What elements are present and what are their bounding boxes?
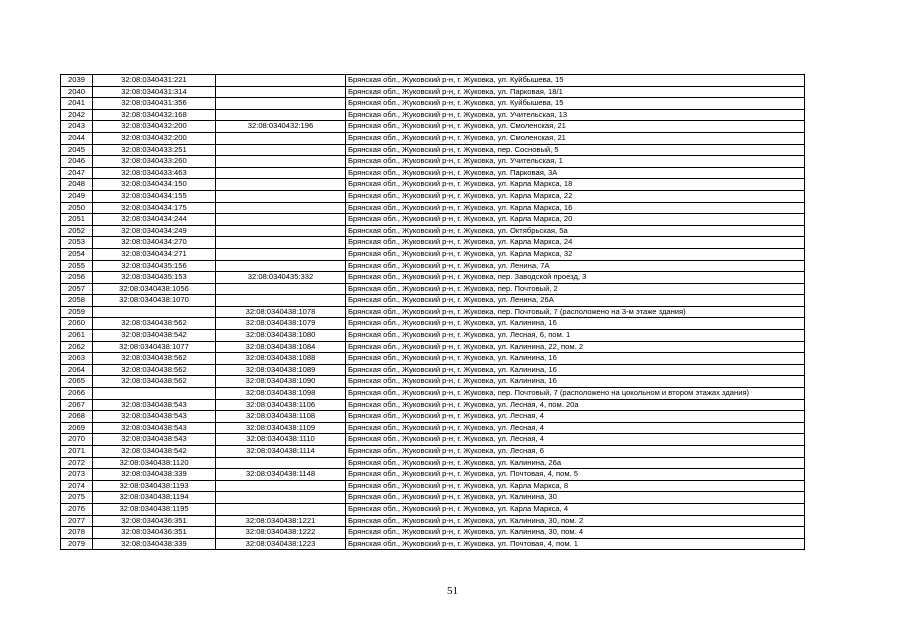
row-number-cell: 2041 bbox=[61, 98, 93, 110]
cadastral-number-cell: 32:08:0340438:543 bbox=[93, 399, 216, 411]
cadastral-number-cell: 32:08:0340438:1077 bbox=[93, 341, 216, 353]
row-number-cell: 2072 bbox=[61, 457, 93, 469]
cadastral-number-cell: 32:08:0340436:351 bbox=[93, 515, 216, 527]
cadastral-number-cell: 32:08:0340438:542 bbox=[93, 446, 216, 458]
cadastral-number-cell: 32:08:0340433:260 bbox=[93, 156, 216, 168]
object-cadastral-number-cell bbox=[216, 98, 346, 110]
address-cell: Брянская обл., Жуковский р-н, г. Жуковка, пер. Заводской проезд, 3 bbox=[346, 272, 805, 284]
table-row bbox=[61, 225, 805, 237]
cadastral-number-cell: 32:08:0340434:175 bbox=[93, 202, 216, 214]
row-number-cell: 2071 bbox=[61, 446, 93, 458]
cadastral-number-cell: 32:08:0340434:155 bbox=[93, 190, 216, 202]
object-cadastral-number-cell bbox=[216, 457, 346, 469]
table-row bbox=[61, 492, 805, 504]
row-number-cell: 2063 bbox=[61, 353, 93, 365]
cadastral-number-cell: 32:08:0340432:168 bbox=[93, 109, 216, 121]
object-cadastral-number-cell: 32:08:0340438:1084 bbox=[216, 341, 346, 353]
table-row bbox=[61, 306, 805, 318]
row-number-cell: 2065 bbox=[61, 376, 93, 388]
address-cell: Брянская обл., Жуковский р-н, г. Жуковка, ул. Карла Маркса, 18 bbox=[346, 179, 805, 191]
object-cadastral-number-cell: 32:08:0340438:1078 bbox=[216, 306, 346, 318]
cadastral-number-cell: 32:08:0340438:562 bbox=[93, 364, 216, 376]
object-cadastral-number-cell: 32:08:0340438:1222 bbox=[216, 527, 346, 539]
object-cadastral-number-cell: 32:08:0340435:332 bbox=[216, 272, 346, 284]
address-cell: Брянская обл., Жуковский р-н, г. Жуковка, ул. Учительская, 13 bbox=[346, 109, 805, 121]
address-cell: Брянская обл., Жуковский р-н, г. Жуковка, ул. Калинина, 16 bbox=[346, 318, 805, 330]
address-cell: Брянская обл., Жуковский р-н, г. Жуковка, пер. Почтовый, 7 (расположено на цокольном и втором этажах здания) bbox=[346, 388, 805, 400]
object-cadastral-number-cell: 32:08:0340438:1079 bbox=[216, 318, 346, 330]
table-row bbox=[61, 75, 805, 87]
table-row bbox=[61, 330, 805, 342]
object-cadastral-number-cell: 32:08:0340438:1106 bbox=[216, 399, 346, 411]
table-row bbox=[61, 364, 805, 376]
row-number-cell: 2053 bbox=[61, 237, 93, 249]
object-cadastral-number-cell bbox=[216, 248, 346, 260]
row-number-cell: 2045 bbox=[61, 144, 93, 156]
cadastral-number-cell: 32:08:0340432:200 bbox=[93, 132, 216, 144]
object-cadastral-number-cell bbox=[216, 283, 346, 295]
object-cadastral-number-cell: 32:08:0340438:1114 bbox=[216, 446, 346, 458]
address-cell: Брянская обл., Жуковский р-н, г. Жуковка, ул. Почтовая, 4, пом. 5 bbox=[346, 469, 805, 481]
object-cadastral-number-cell: 32:08:0340438:1148 bbox=[216, 469, 346, 481]
row-number-cell: 2068 bbox=[61, 411, 93, 423]
row-number-cell: 2054 bbox=[61, 248, 93, 260]
address-cell: Брянская обл., Жуковский р-н, г. Жуковка, ул. Парковая, 3А bbox=[346, 167, 805, 179]
table-row bbox=[61, 446, 805, 458]
cadastral-number-cell: 32:08:0340438:1056 bbox=[93, 283, 216, 295]
table-row bbox=[61, 132, 805, 144]
table-row bbox=[61, 98, 805, 110]
row-number-cell: 2048 bbox=[61, 179, 93, 191]
object-cadastral-number-cell: 32:08:0340438:1109 bbox=[216, 422, 346, 434]
address-cell: Брянская обл., Жуковский р-н, г. Жуковка, ул. Калинина, 16 bbox=[346, 364, 805, 376]
address-cell: Брянская обл., Жуковский р-н, г. Жуковка, ул. Учительская, 1 bbox=[346, 156, 805, 168]
cadastral-number-cell: 32:08:0340438:339 bbox=[93, 538, 216, 550]
row-number-cell: 2070 bbox=[61, 434, 93, 446]
row-number-cell: 2049 bbox=[61, 190, 93, 202]
table-row bbox=[61, 283, 805, 295]
address-cell: Брянская обл., Жуковский р-н, г. Жуковка, ул. Лесная, 6, пом. 1 bbox=[346, 330, 805, 342]
page-number: 51 bbox=[447, 585, 458, 597]
object-cadastral-number-cell bbox=[216, 144, 346, 156]
table-row bbox=[61, 480, 805, 492]
table-row bbox=[61, 86, 805, 98]
table-row bbox=[61, 399, 805, 411]
object-cadastral-number-cell: 32:08:0340438:1088 bbox=[216, 353, 346, 365]
cadastral-number-cell: 32:08:0340438:1195 bbox=[93, 503, 216, 515]
object-cadastral-number-cell bbox=[216, 503, 346, 515]
row-number-cell: 2073 bbox=[61, 469, 93, 481]
table-row bbox=[61, 318, 805, 330]
address-cell: Брянская обл., Жуковский р-н, г. Жуковка, пер. Почтовый, 2 bbox=[346, 283, 805, 295]
table-row bbox=[61, 538, 805, 550]
object-cadastral-number-cell: 32:08:0340438:1090 bbox=[216, 376, 346, 388]
row-number-cell: 2051 bbox=[61, 214, 93, 226]
cadastral-number-cell: 32:08:0340438:542 bbox=[93, 330, 216, 342]
table-row bbox=[61, 156, 805, 168]
cadastral-number-cell: 32:08:0340432:200 bbox=[93, 121, 216, 133]
table-row bbox=[61, 515, 805, 527]
row-number-cell: 2040 bbox=[61, 86, 93, 98]
cadastral-number-cell: 32:08:0340431:221 bbox=[93, 75, 216, 87]
address-cell: Брянская обл., Жуковский р-н, г. Жуковка, ул. Карла Маркса, 16 bbox=[346, 202, 805, 214]
table-row bbox=[61, 353, 805, 365]
row-number-cell: 2075 bbox=[61, 492, 93, 504]
row-number-cell: 2043 bbox=[61, 121, 93, 133]
table-row bbox=[61, 341, 805, 353]
cadastral-number-cell bbox=[93, 388, 216, 400]
address-cell: Брянская обл., Жуковский р-н, г. Жуковка, ул. Куйбышева, 15 bbox=[346, 98, 805, 110]
address-cell: Брянская обл., Жуковский р-н, г. Жуковка, ул. Карла Маркса, 24 bbox=[346, 237, 805, 249]
table-row bbox=[61, 388, 805, 400]
row-number-cell: 2059 bbox=[61, 306, 93, 318]
cadastral-number-cell: 32:08:0340434:150 bbox=[93, 179, 216, 191]
row-number-cell: 2079 bbox=[61, 538, 93, 550]
object-cadastral-number-cell bbox=[216, 225, 346, 237]
row-number-cell: 2044 bbox=[61, 132, 93, 144]
address-cell: Брянская обл., Жуковский р-н, г. Жуковка, ул. Лесная, 4 bbox=[346, 411, 805, 423]
address-cell: Брянская обл., Жуковский р-н, г. Жуковка, ул. Лесная, 4 bbox=[346, 434, 805, 446]
table-row bbox=[61, 144, 805, 156]
object-cadastral-number-cell bbox=[216, 179, 346, 191]
cadastral-number-cell: 32:08:0340434:249 bbox=[93, 225, 216, 237]
object-cadastral-number-cell bbox=[216, 156, 346, 168]
object-cadastral-number-cell bbox=[216, 75, 346, 87]
row-number-cell: 2042 bbox=[61, 109, 93, 121]
table-row bbox=[61, 411, 805, 423]
row-number-cell: 2057 bbox=[61, 283, 93, 295]
table-row bbox=[61, 190, 805, 202]
cadastral-number-cell: 32:08:0340438:1120 bbox=[93, 457, 216, 469]
table-row bbox=[61, 527, 805, 539]
row-number-cell: 2066 bbox=[61, 388, 93, 400]
address-cell: Брянская обл., Жуковский р-н, г. Жуковка, ул. Карла Маркса, 8 bbox=[346, 480, 805, 492]
object-cadastral-number-cell bbox=[216, 492, 346, 504]
row-number-cell: 2061 bbox=[61, 330, 93, 342]
cadastral-number-cell: 32:08:0340436:351 bbox=[93, 527, 216, 539]
row-number-cell: 2056 bbox=[61, 272, 93, 284]
address-cell: Брянская обл., Жуковский р-н, г. Жуковка, ул. Ленина, 7А bbox=[346, 260, 805, 272]
table-row bbox=[61, 214, 805, 226]
table-row bbox=[61, 237, 805, 249]
table-row bbox=[61, 503, 805, 515]
cadastral-number-cell: 32:08:0340438:1194 bbox=[93, 492, 216, 504]
cadastral-number-cell: 32:08:0340434:271 bbox=[93, 248, 216, 260]
cadastral-number-cell: 32:08:0340438:562 bbox=[93, 353, 216, 365]
cadastral-number-cell: 32:08:0340433:463 bbox=[93, 167, 216, 179]
address-cell: Брянская обл., Жуковский р-н, г. Жуковка, ул. Калинина, 30, пом. 2 bbox=[346, 515, 805, 527]
cadastral-number-cell: 32:08:0340438:543 bbox=[93, 422, 216, 434]
address-cell: Брянская обл., Жуковский р-н, г. Жуковка, ул. Почтовая, 4, пом. 1 bbox=[346, 538, 805, 550]
cadastral-number-cell: 32:08:0340438:543 bbox=[93, 411, 216, 423]
table-row bbox=[61, 179, 805, 191]
address-cell: Брянская обл., Жуковский р-н, г. Жуковка, ул. Ленина, 26А bbox=[346, 295, 805, 307]
cadastral-number-cell: 32:08:0340433:251 bbox=[93, 144, 216, 156]
table-row bbox=[61, 109, 805, 121]
address-cell: Брянская обл., Жуковский р-н, г. Жуковка, ул. Парковая, 18/1 bbox=[346, 86, 805, 98]
table-row bbox=[61, 422, 805, 434]
object-cadastral-number-cell: 32:08:0340432:196 bbox=[216, 121, 346, 133]
row-number-cell: 2076 bbox=[61, 503, 93, 515]
table-row bbox=[61, 260, 805, 272]
row-number-cell: 2077 bbox=[61, 515, 93, 527]
object-cadastral-number-cell bbox=[216, 480, 346, 492]
row-number-cell: 2046 bbox=[61, 156, 93, 168]
address-cell: Брянская обл., Жуковский р-н, г. Жуковка, ул. Октябрьская, 5а bbox=[346, 225, 805, 237]
object-cadastral-number-cell bbox=[216, 260, 346, 272]
table-row bbox=[61, 167, 805, 179]
cadastral-number-cell: 32:08:0340435:156 bbox=[93, 260, 216, 272]
address-cell: Брянская обл., Жуковский р-н, г. Жуковка, ул. Карла Маркса, 20 bbox=[346, 214, 805, 226]
row-number-cell: 2078 bbox=[61, 527, 93, 539]
object-cadastral-number-cell bbox=[216, 109, 346, 121]
address-cell: Брянская обл., Жуковский р-н, г. Жуковка, ул. Карла Маркса, 22 bbox=[346, 190, 805, 202]
object-cadastral-number-cell bbox=[216, 237, 346, 249]
cadastral-number-cell: 32:08:0340438:562 bbox=[93, 318, 216, 330]
row-number-cell: 2039 bbox=[61, 75, 93, 87]
object-cadastral-number-cell bbox=[216, 214, 346, 226]
cadastral-number-cell: 32:08:0340434:270 bbox=[93, 237, 216, 249]
table-row bbox=[61, 434, 805, 446]
table-row bbox=[61, 469, 805, 481]
address-cell: Брянская обл., Жуковский р-н, г. Жуковка, ул. Калинина, 30, пом. 4 bbox=[346, 527, 805, 539]
table-row bbox=[61, 376, 805, 388]
object-cadastral-number-cell: 32:08:0340438:1223 bbox=[216, 538, 346, 550]
object-cadastral-number-cell bbox=[216, 202, 346, 214]
property-registry-table bbox=[60, 74, 805, 550]
address-cell: Брянская обл., Жуковский р-н, г. Жуковка, ул. Куйбышева, 15 bbox=[346, 75, 805, 87]
object-cadastral-number-cell bbox=[216, 86, 346, 98]
row-number-cell: 2074 bbox=[61, 480, 93, 492]
cadastral-number-cell: 32:08:0340431:356 bbox=[93, 98, 216, 110]
object-cadastral-number-cell: 32:08:0340438:1221 bbox=[216, 515, 346, 527]
object-cadastral-number-cell: 32:08:0340438:1098 bbox=[216, 388, 346, 400]
address-cell: Брянская обл., Жуковский р-н, г. Жуковка, ул. Смоленская, 21 bbox=[346, 132, 805, 144]
row-number-cell: 2069 bbox=[61, 422, 93, 434]
registry-table-body bbox=[61, 75, 805, 550]
cadastral-number-cell: 32:08:0340438:339 bbox=[93, 469, 216, 481]
object-cadastral-number-cell bbox=[216, 132, 346, 144]
address-cell: Брянская обл., Жуковский р-н, г. Жуковка, ул. Калинина, 16 bbox=[346, 353, 805, 365]
table-row bbox=[61, 272, 805, 284]
object-cadastral-number-cell bbox=[216, 167, 346, 179]
address-cell: Брянская обл., Жуковский р-н, г. Жуковка, пер. Почтовый, 7 (расположено на 3-м этаже здания) bbox=[346, 306, 805, 318]
row-number-cell: 2062 bbox=[61, 341, 93, 353]
row-number-cell: 2058 bbox=[61, 295, 93, 307]
row-number-cell: 2047 bbox=[61, 167, 93, 179]
cadastral-number-cell: 32:08:0340438:1070 bbox=[93, 295, 216, 307]
address-cell: Брянская обл., Жуковский р-н, г. Жуковка, ул. Калинина, 16 bbox=[346, 376, 805, 388]
row-number-cell: 2055 bbox=[61, 260, 93, 272]
cadastral-number-cell: 32:08:0340438:1193 bbox=[93, 480, 216, 492]
table-row bbox=[61, 121, 805, 133]
cadastral-number-cell: 32:08:0340438:543 bbox=[93, 434, 216, 446]
cadastral-number-cell: 32:08:0340435:153 bbox=[93, 272, 216, 284]
table-row bbox=[61, 295, 805, 307]
table-row bbox=[61, 457, 805, 469]
address-cell: Брянская обл., Жуковский р-н, г. Жуковка, ул. Калинина, 22, пом. 2 bbox=[346, 341, 805, 353]
cadastral-number-cell: 32:08:0340438:562 bbox=[93, 376, 216, 388]
address-cell: Брянская обл., Жуковский р-н, г. Жуковка, ул. Карла Маркса, 32 bbox=[346, 248, 805, 260]
cadastral-number-cell bbox=[93, 306, 216, 318]
cadastral-number-cell: 32:08:0340434:244 bbox=[93, 214, 216, 226]
object-cadastral-number-cell: 32:08:0340438:1110 bbox=[216, 434, 346, 446]
table-row bbox=[61, 202, 805, 214]
row-number-cell: 2050 bbox=[61, 202, 93, 214]
object-cadastral-number-cell: 32:08:0340438:1089 bbox=[216, 364, 346, 376]
cadastral-number-cell: 32:08:0340431:314 bbox=[93, 86, 216, 98]
address-cell: Брянская обл., Жуковский р-н, г. Жуковка, ул. Лесная, 6 bbox=[346, 446, 805, 458]
row-number-cell: 2060 bbox=[61, 318, 93, 330]
object-cadastral-number-cell bbox=[216, 295, 346, 307]
object-cadastral-number-cell bbox=[216, 190, 346, 202]
row-number-cell: 2064 bbox=[61, 364, 93, 376]
address-cell: Брянская обл., Жуковский р-н, г. Жуковка, пер. Сосновый, 5 bbox=[346, 144, 805, 156]
address-cell: Брянская обл., Жуковский р-н, г. Жуковка, ул. Калинина, 26а bbox=[346, 457, 805, 469]
object-cadastral-number-cell: 32:08:0340438:1108 bbox=[216, 411, 346, 423]
address-cell: Брянская обл., Жуковский р-н, г. Жуковка, ул. Калинина, 30 bbox=[346, 492, 805, 504]
address-cell: Брянская обл., Жуковский р-н, г. Жуковка, ул. Лесная, 4, пом. 20а bbox=[346, 399, 805, 411]
row-number-cell: 2052 bbox=[61, 225, 93, 237]
address-cell: Брянская обл., Жуковский р-н, г. Жуковка, ул. Лесная, 4 bbox=[346, 422, 805, 434]
address-cell: Брянская обл., Жуковский р-н, г. Жуковка, ул. Смоленская, 21 bbox=[346, 121, 805, 133]
table-row bbox=[61, 248, 805, 260]
row-number-cell: 2067 bbox=[61, 399, 93, 411]
address-cell: Брянская обл., Жуковский р-н, г. Жуковка, ул. Карла Маркса, 4 bbox=[346, 503, 805, 515]
object-cadastral-number-cell: 32:08:0340438:1080 bbox=[216, 330, 346, 342]
